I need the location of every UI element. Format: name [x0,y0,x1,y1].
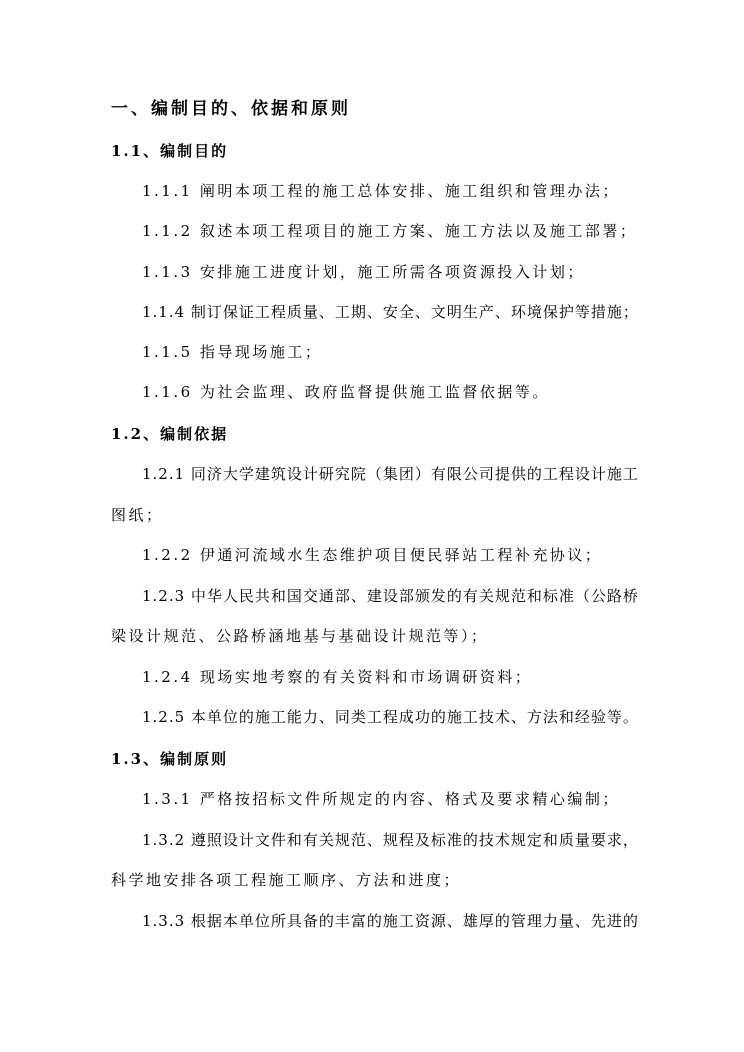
paragraph-1-2-5: 1.2.5 本单位的施工能力、同类工程成功的施工技术、方法和经验等。 [142,708,639,726]
chapter-heading: 一、编制目的、依据和原则 [111,99,351,119]
paragraph-1-2-4: 1.2.4 现场实地考察的有关资料和市场调研资料； [142,668,533,686]
paragraph-1-2-3: 1.2.3 中华人民共和国交通部、建设部颁发的有关规范和标准（公路桥 [142,587,639,605]
paragraph-1-1-1: 1.1.1 阐明本项工程的施工总体安排、施工组织和管理办法； [142,182,620,200]
paragraph-1-2-1-cont: 图纸； [111,506,164,524]
paragraph-1-3-3: 1.3.3 根据本单位所具备的丰富的施工资源、雄厚的管理力量、先进的 [142,912,639,930]
paragraph-1-1-5: 1.1.5 指导现场施工； [142,343,323,361]
paragraph-1-3-1: 1.3.1 严格按招标文件所规定的内容、格式及要求精心编制； [142,790,620,808]
section-title-1-3: 1.3、编制原则 [111,750,229,768]
paragraph-1-1-6: 1.1.6 为社会监理、政府监督提供施工监督依据等。 [142,383,550,401]
section-title-1-1: 1.1、编制目的 [111,142,229,160]
paragraph-1-1-3: 1.1.3 安排施工进度计划，施工所需各项资源投入计划； [142,263,585,281]
section-title-1-2: 1.2、编制依据 [111,425,229,443]
paragraph-1-3-2-cont: 科学地安排各项工程施工顺序、方法和进度； [111,871,462,889]
paragraph-1-3-2: 1.3.2 遵照设计文件和有关规范、规程及标准的技术规定和质量要求， [142,831,639,849]
paragraph-1-2-2: 1.2.2 伊通河流域水生态维护项目便民驿站工程补充协议； [142,546,603,564]
paragraph-1-2-1: 1.2.1 同济大学建筑设计研究院（集团）有限公司提供的工程设计施工 [142,465,639,483]
paragraph-1-1-2: 1.1.2 叙述本项工程项目的施工方案、施工方法以及施工部署； [142,222,638,240]
paragraph-1-2-3-cont: 梁设计规范、公路桥涵地基与基础设计规范等）； [111,627,489,645]
paragraph-1-1-4: 1.1.4 制订保证工程质量、工期、安全、文明生产、环境保护等措施； [142,303,639,321]
